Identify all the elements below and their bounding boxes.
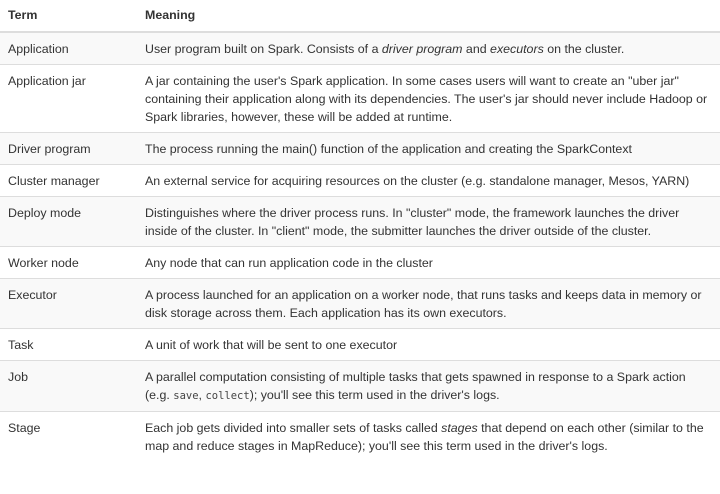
meaning-cell [137,133,720,165]
meaning-text: and [462,42,491,56]
meaning-text: An external service for acquiring resources on the cluster (e.g. standalone manager, Mesos, YARN) [145,174,690,188]
meaning-cell [137,65,720,133]
term-cell: Executor [0,279,137,329]
table-row [0,133,720,165]
table-row [0,197,720,247]
meaning-cell [137,32,720,65]
meaning-text: A jar containing the user's Spark application. In some cases users will want to create an "uber jar" containing their application along with its dependencies. The user's jar should never include Hadoop or Spark libraries, however, these will be added at runtime. [145,74,708,124]
meaning-text: Distinguishes where the driver process runs. In "cluster" mode, the framework launches the driver inside of the cluster. In "client" mode, the submitter launches the driver outside of the cluster. [145,206,680,238]
term-cell: Deploy mode [0,197,137,247]
inline-code: collect [205,390,250,402]
table-row [0,32,720,65]
meaning-text: , [198,388,206,402]
meaning-cell [137,197,720,247]
meaning-text: User program built on Spark. Consists of a [145,42,382,56]
meaning-text: Each job gets divided into smaller sets of tasks called [145,421,442,435]
header-row [0,0,720,32]
meaning-text: ); you'll see this term used in the driver's logs. [249,388,500,402]
meaning-cell [137,279,720,329]
meaning-cell [137,247,720,279]
term-cell: Application [0,32,137,65]
term-cell: Stage [0,412,137,462]
table-row [0,279,720,329]
meaning-cell [137,412,720,462]
term-cell: Application jar [0,65,137,133]
table-row [0,361,720,412]
table-row [0,65,720,133]
table-row [0,165,720,197]
term-cell: Cluster manager [0,165,137,197]
term-cell: Driver program [0,133,137,165]
meaning-text: A unit of work that will be sent to one executor [145,338,398,352]
inline-code: save [173,390,199,402]
meaning-column-header: Meaning [137,0,720,32]
table-row [0,247,720,279]
meaning-text: The process running the main() function of the application and creating the SparkContext [145,142,632,156]
meaning-cell [137,165,720,197]
table-row [0,329,720,361]
term-column-header: Term [0,0,137,32]
emphasized-text: executors [490,42,544,56]
table-header [0,0,720,32]
meaning-cell [137,329,720,361]
term-cell: Job [0,361,137,412]
meaning-text: A parallel computation consisting of multiple tasks that gets spawned in response to a Spark action (e.g. [145,370,686,402]
meaning-text: A process launched for an application on a worker node, that runs tasks and keeps data in memory or disk storage across them. Each application has its own executors. [145,288,702,320]
meaning-text: that depend on each other (similar to the map and reduce stages in MapReduce); you'll see this term used in the driver's logs. [145,421,704,453]
emphasized-text: stages [441,421,478,435]
emphasized-text: driver program [381,42,463,56]
table-row [0,412,720,462]
term-cell: Task [0,329,137,361]
meaning-cell [137,361,720,412]
meaning-text: on the cluster. [543,42,625,56]
meaning-text: Any node that can run application code in the cluster [145,256,433,270]
term-cell: Worker node [0,247,137,279]
table-body [0,32,720,461]
